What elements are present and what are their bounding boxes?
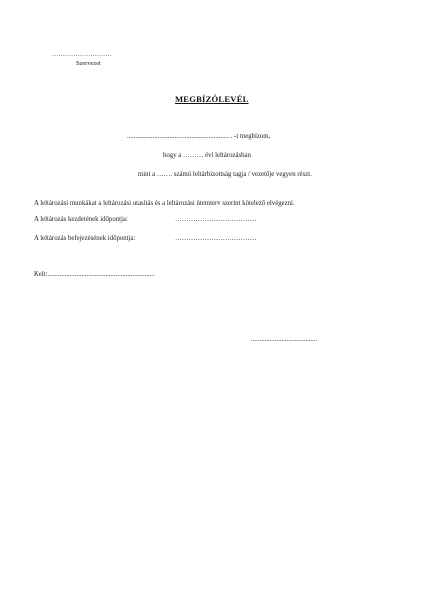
organization-label: Szervezet bbox=[76, 60, 101, 67]
appointee-line: ............................................................ . -t megbízom, bbox=[127, 133, 271, 140]
signature-line: ....................................... bbox=[251, 336, 318, 343]
end-date-value: ……………………………… bbox=[175, 235, 257, 242]
organization-dots: ………………………. bbox=[52, 51, 112, 58]
start-date-label: A leltározás kezdetének időpontja: bbox=[34, 216, 128, 223]
instruction-text: A leltározási munkákat a leltározási utasítás és a leltározási ütemterv szerint kötelező elvégezni. bbox=[34, 200, 295, 207]
inventory-year-line: hogy a ……… évi leltározásban bbox=[163, 152, 251, 159]
start-date-value: ……………………………… bbox=[175, 216, 257, 223]
date-place-line: Kelt:............................................................... bbox=[34, 271, 155, 278]
end-date-label: A leltározás befejezésének időpontja: bbox=[34, 235, 136, 242]
committee-role-line: mint a ……. számú leltárbizottság tagja / vezetője vegyen részt. bbox=[138, 171, 312, 178]
document-title: MEGBÍZÓLEVÉL bbox=[175, 94, 249, 104]
